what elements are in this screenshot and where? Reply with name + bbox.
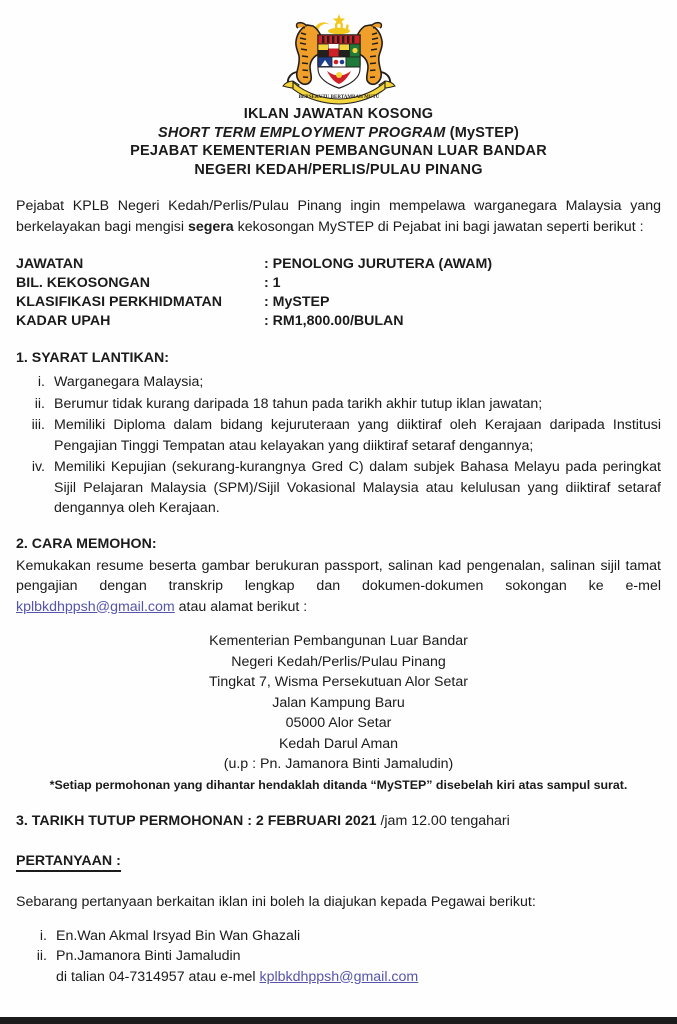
job-detail-row (16, 274, 661, 293)
closing-date-bold: 3. TARIKH TUTUP PERMOHONAN : 2 FEBRUARI 2021 (16, 812, 377, 829)
job-details-table (16, 255, 661, 331)
job-detail-value: : PENOLONG JURUTERA (AWAM) (264, 255, 492, 274)
intro-emphasis: segera (187, 219, 234, 235)
contact-phone-email-line (16, 967, 661, 988)
list-item-number: i. (37, 374, 45, 390)
address-line: 05000 Alor Setar (285, 715, 392, 732)
list-item-number: iv. (31, 459, 45, 475)
contact-phone-text: di talian 04-7314957 atau e-mel (56, 968, 260, 985)
apply-text-part-2: atau alamat berikut : (174, 598, 308, 615)
job-detail-label: BIL. KEKOSONGAN (16, 275, 150, 291)
address-line: Jalan Kampung Baru (272, 694, 405, 711)
section-2-heading: 2. CARA MEMOHON: (16, 535, 157, 552)
job-detail-value: : 1 (264, 274, 281, 293)
list-item-text: Warganegara Malaysia; (54, 374, 204, 390)
address-line: Tingkat 7, Wisma Persekutuan Alor Setar (209, 674, 468, 691)
email-link-apply[interactable]: kplbkdhppsh@gmail.com (16, 598, 175, 615)
address-attention-line: (u.p : Pn. Jamanora Binti Jamaludin) (223, 756, 454, 773)
list-item (16, 394, 661, 415)
contact-officers-list (16, 926, 661, 967)
list-item-number: iii. (31, 417, 45, 433)
list-item-text: Memiliki Kepujian (sekurang-kurangnya Gred C) dalam subjek Bahasa Melayu pada peringkat Sijil Pelajaran Malaysia (SPM)/Sijil Vokasional Malaysia atau kelulusan yang diiktiraf setaraf dengannya oleh Kerajaan. (54, 459, 661, 516)
job-detail-row (16, 312, 661, 331)
list-item-number: i. (39, 927, 47, 944)
address-line: Kedah Darul Aman (278, 735, 399, 752)
questions-heading (16, 852, 661, 871)
list-item (16, 946, 661, 967)
job-detail-label: KLASIFIKASI PERKHIDMATAN (16, 294, 222, 310)
title-line-2 (16, 124, 661, 143)
closing-date-time: /jam 12.00 tengahari (376, 812, 510, 829)
closing-date-line (16, 812, 661, 831)
list-item (16, 457, 661, 519)
list-item-number: ii. (34, 395, 45, 412)
job-detail-row (16, 293, 661, 312)
title-line-1: IKLAN JAWATAN KOSONG (243, 106, 434, 122)
list-item (16, 372, 661, 393)
job-detail-row (16, 255, 661, 274)
list-item-number: ii. (36, 948, 47, 965)
title-line-3: PEJABAT KEMENTERIAN PEMBANGUNAN LUAR BANDAR (130, 143, 547, 159)
title-line-4: NEGERI KEDAH/PERLIS/PULAU PINANG (194, 161, 483, 178)
emblem-container (0, 0, 677, 105)
job-detail-label: KADAR UPAH (16, 313, 111, 329)
requirements-list (16, 372, 661, 519)
address-line: Kementerian Pembangunan Luar Bandar (209, 633, 468, 650)
job-detail-value: : RM1,800.00/BULAN (264, 312, 404, 331)
intro-part-2: kekosongan MySTEP di Pejabat ini bagi jawatan seperti berikut : (233, 219, 644, 235)
list-item (16, 415, 661, 456)
intro-part-1: Pejabat KPLB Negeri Kedah/Perlis/Pulau Pinang ingin mempelawa warganegara Malaysia yang berkelayakan bagi mengisi (16, 198, 661, 235)
page-title (16, 105, 661, 179)
address-line: Negeri Kedah/Perlis/Pulau Pinang (231, 653, 446, 670)
title-line-2-italic: SHORT TERM EMPLOYMENT PROGRAM (158, 124, 446, 141)
job-detail-value: : MySTEP (264, 293, 329, 312)
shield-icon (318, 35, 360, 88)
apply-text-part-1: Kemukakan resume beserta gambar berukuran passport, salinan kad pengenalan, salinan sijil tamat pengajian dengan transkrip lengkap dan dokumen-dokumen sokongan ke e-mel (16, 557, 661, 594)
section-1-heading: 1. SYARAT LANTIKAN: (16, 350, 169, 366)
officer-name: En.Wan Akmal Irsyad Bin Wan Ghazali (56, 927, 301, 944)
apply-instructions (16, 556, 661, 618)
svg-text:BERSEKUTU BERTAMBAH MUTU: BERSEKUTU BERTAMBAH MUTU (298, 95, 379, 100)
questions-heading-text: PERTANYAAN : (16, 853, 121, 872)
officer-name: Pn.Jamanora Binti Jamaludin (56, 948, 241, 965)
job-detail-label: JAWATAN (16, 256, 84, 272)
jata-negara-malaysia-coat-of-arms-icon (277, 9, 401, 105)
postal-address (16, 631, 661, 775)
envelope-marking-note: *Setiap permohonan yang dihantar hendaklah ditanda “MySTEP” disebelah kiri atas sampul surat. (49, 777, 628, 792)
email-link-contact[interactable]: kplbkdhppsh@gmail.com (259, 968, 419, 985)
list-item-text: Memiliki Diploma dalam bidang kejuruteraan yang diiktiraf oleh Kerajaan daripada Institusi Pengajian Tinggi Tempatan atau kelayakan yang diiktiraf setaraf dengannya; (54, 417, 661, 454)
list-item (16, 926, 661, 947)
intro-paragraph (16, 196, 661, 238)
title-line-2-roman: (MySTEP) (445, 124, 519, 141)
page-bottom-edge (0, 1017, 677, 1024)
list-item-text: Berumur tidak kurang daripada 18 tahun pada tarikh akhir tutup iklan jawatan; (54, 395, 543, 412)
questions-intro: Sebarang pertanyaan berkaitan iklan ini boleh la diajukan kepada Pegawai berikut: (16, 893, 536, 910)
